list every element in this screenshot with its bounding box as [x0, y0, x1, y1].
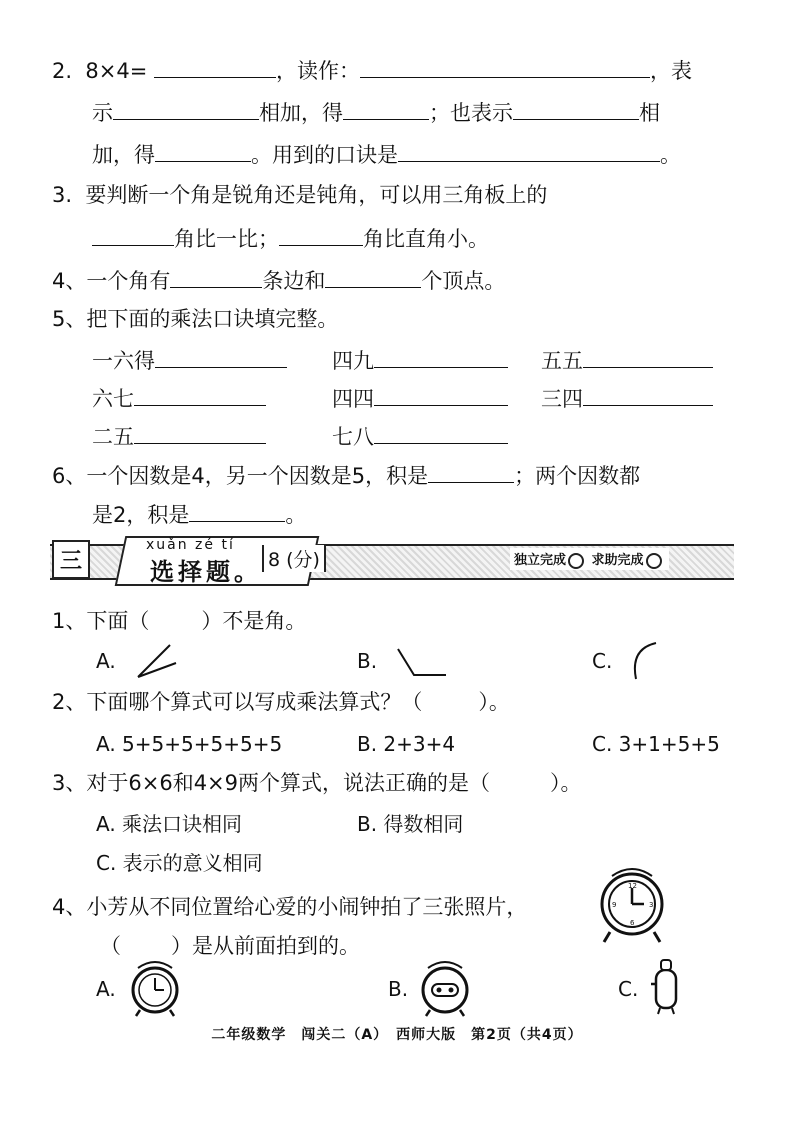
- mc1-option-c[interactable]: C.: [592, 649, 613, 673]
- q6-blank-1[interactable]: [428, 460, 514, 483]
- svg-text:9: 9: [612, 901, 617, 909]
- curve-figure-c-icon: [628, 639, 662, 683]
- q4-line: 4、一个角有 条边和 个顶点。: [52, 265, 505, 295]
- q3-line-1: 3. 要判断一个角是锐角还是钝角，可以用三角板上的: [52, 183, 548, 207]
- q4-blank-sides[interactable]: [170, 265, 262, 288]
- q5-item-5: 四四: [332, 383, 508, 413]
- q2-line-3: 加，得 。用到的口诀是 。: [92, 139, 681, 169]
- clock-side-view-icon: [648, 956, 684, 1016]
- q5-item-8: 七八: [332, 421, 508, 451]
- q2-blank-rhyme[interactable]: [398, 139, 660, 162]
- mc4-option-b[interactable]: B.: [388, 977, 409, 1001]
- help-circle-icon[interactable]: [646, 553, 662, 569]
- q2-blank-means-2[interactable]: [513, 97, 639, 120]
- section-score: 8 (分): [262, 545, 326, 572]
- q5-blank[interactable]: [374, 421, 508, 444]
- mc4-option-a[interactable]: A.: [96, 977, 116, 1001]
- section-title: 选择题。: [150, 558, 262, 586]
- q5-item-2: 四九: [332, 345, 508, 375]
- page-footer: 二年级数学 闯关二（A） 西师大版 第2页（共4页）: [211, 1027, 583, 1043]
- mc3-option-b[interactable]: B. 得数相同: [357, 812, 464, 836]
- q6-line-2: 是2，积是 。: [92, 499, 306, 529]
- svg-text:6: 6: [630, 919, 635, 927]
- mc2-option-c[interactable]: C. 3+1+5+5: [592, 732, 720, 756]
- q2-blank-get-2[interactable]: [155, 139, 251, 162]
- mc3-stem: 3、对于6×6和4×9两个算式，说法正确的是（ ）。: [52, 771, 582, 795]
- mc3-option-c[interactable]: C. 表示的意义相同: [96, 851, 263, 875]
- svg-text:12: 12: [628, 882, 637, 890]
- completion-status: 独立完成 求助完成: [510, 548, 669, 570]
- q2-blank-product[interactable]: [154, 55, 276, 78]
- q3-blank-1[interactable]: [92, 223, 174, 246]
- q2-blank-get-1[interactable]: [343, 97, 429, 120]
- mc4-stem-2: （ ）是从前面拍到的。: [100, 934, 360, 958]
- q3-line-2: 角比一比； 角比直角小。: [92, 223, 489, 253]
- section-number: 三: [52, 540, 90, 579]
- q5-blank[interactable]: [134, 421, 266, 444]
- q5-item-1: 一六得: [92, 345, 287, 375]
- q5-item-4: 六七: [92, 383, 266, 413]
- clock-back-view-icon: [418, 958, 474, 1018]
- mc2-stem: 2、下面哪个算式可以写成乘法算式？（ ）。: [52, 690, 510, 714]
- mc4-option-c[interactable]: C.: [618, 977, 639, 1001]
- mc4-stem-1: 4、小芳从不同位置给心爱的小闹钟拍了三张照片，: [52, 895, 528, 919]
- angle-figure-b-icon: [394, 645, 450, 681]
- mc2-option-b[interactable]: B. 2+3+4: [357, 732, 456, 756]
- mc3-option-a[interactable]: A. 乘法口诀相同: [96, 812, 243, 836]
- clock-front-view-icon: [128, 958, 184, 1018]
- q6-blank-2[interactable]: [189, 499, 285, 522]
- q4-blank-vertex[interactable]: [325, 265, 421, 288]
- mc1-option-b[interactable]: B.: [357, 649, 378, 673]
- q5-blank[interactable]: [583, 383, 713, 406]
- q2-line-2: 示 相加，得 ；也表示 相: [92, 97, 660, 127]
- svg-text:3: 3: [649, 901, 654, 909]
- q5-line: 5、把下面的乘法口诀填完整。: [52, 307, 339, 331]
- q5-blank[interactable]: [374, 345, 508, 368]
- angle-figure-a-icon: [134, 641, 178, 681]
- q3-blank-2[interactable]: [279, 223, 363, 246]
- q5-blank[interactable]: [155, 345, 287, 368]
- q5-item-7: 二五: [92, 421, 266, 451]
- q5-blank[interactable]: [583, 345, 713, 368]
- q5-blank[interactable]: [134, 383, 266, 406]
- q2-line-1: 2. 8×4= ，读作： ，表: [52, 55, 692, 85]
- q2-blank-read[interactable]: [360, 55, 650, 78]
- section-banner: [50, 536, 734, 584]
- q5-item-6: 三四: [541, 383, 713, 413]
- section-pinyin: xuǎn zé tí: [146, 537, 235, 553]
- alarm-clock-reference-icon: [598, 866, 668, 946]
- mc1-stem: 1、下面（ ）不是角。: [52, 609, 307, 633]
- q2-blank-means-1[interactable]: [113, 97, 259, 120]
- q6-line-1: 6、一个因数是4，另一个因数是5，积是 ；两个因数都: [52, 460, 640, 490]
- q5-blank[interactable]: [374, 383, 508, 406]
- mc1-option-a[interactable]: A.: [96, 649, 116, 673]
- q5-item-3: 五五: [541, 345, 713, 375]
- mc2-option-a[interactable]: A. 5+5+5+5+5+5: [96, 732, 283, 756]
- independent-circle-icon[interactable]: [568, 553, 584, 569]
